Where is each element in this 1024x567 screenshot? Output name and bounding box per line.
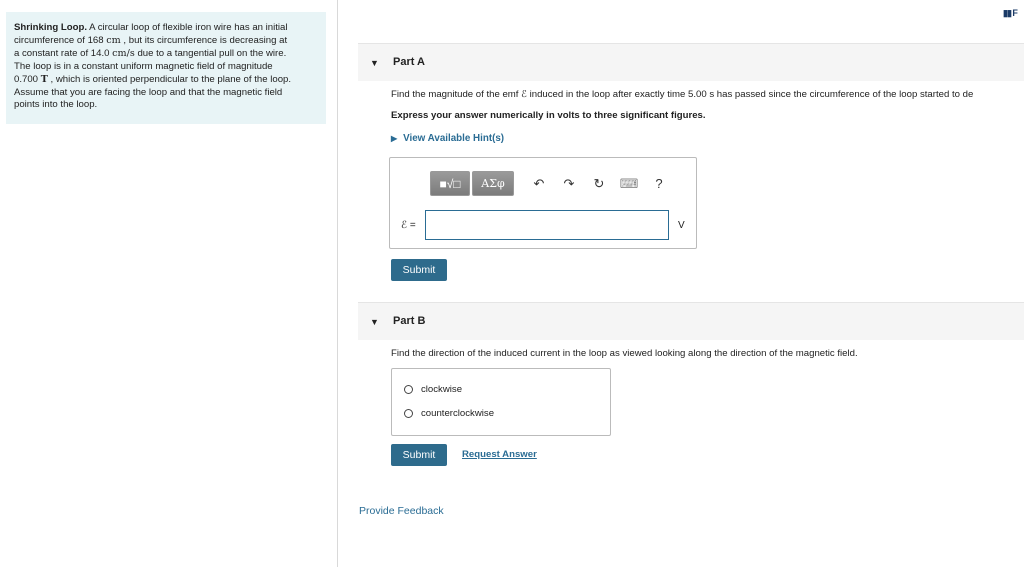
emf-label: ℰ = xyxy=(401,220,416,231)
answer-box xyxy=(389,157,697,249)
problem-text-line: The loop is in a constant uniform magnetic field of magnitude xyxy=(14,60,273,72)
problem-text-line: points into the loop. xyxy=(14,99,98,111)
radio-button[interactable] xyxy=(404,409,413,418)
problem-text-line: a constant rate of 14.0 xyxy=(14,47,113,59)
problem-text-line: due to a tangential pull on the wire. xyxy=(134,47,287,59)
part-b-title: Part B xyxy=(393,315,426,327)
unit-rate: cm/s xyxy=(112,47,135,59)
unit-label: V xyxy=(678,220,685,231)
choice-label: counterclockwise xyxy=(421,408,495,419)
hint-label: View Available Hint(s) xyxy=(403,133,505,144)
top-right-mark[interactable]: ▮▮ F xyxy=(1003,8,1017,18)
unit-tesla: T xyxy=(40,73,48,85)
reset-icon[interactable]: ↻ xyxy=(593,175,605,191)
problem-text-line: 0.700 xyxy=(14,73,41,85)
view-hints-link[interactable] xyxy=(391,133,504,144)
problem-text-line: circumference of 168 xyxy=(14,34,107,46)
caret-right-icon: ▶ xyxy=(391,134,398,143)
undo-icon[interactable]: ↶ xyxy=(533,175,545,191)
choice-counterclockwise[interactable] xyxy=(404,408,494,419)
problem-text-line: A circular loop of flexible iron wire has an initial xyxy=(89,22,288,33)
request-answer-link[interactable]: Request Answer xyxy=(462,449,537,460)
collapse-triangle-icon[interactable]: ▼ xyxy=(370,317,379,327)
problem-statement xyxy=(6,12,326,124)
collapse-triangle-icon[interactable]: ▼ xyxy=(370,58,379,68)
problem-text-line: , but its circumference is decreasing at xyxy=(120,34,288,46)
problem-title: Shrinking Loop. xyxy=(14,22,88,33)
part-b-submit-button[interactable]: Submit xyxy=(391,444,447,466)
provide-feedback-link[interactable]: Provide Feedback xyxy=(359,505,444,517)
choices-box xyxy=(391,368,611,436)
templates-button[interactable]: ■√□ xyxy=(430,171,470,196)
radio-button[interactable] xyxy=(404,385,413,394)
math-toolbar xyxy=(430,170,670,197)
part-a-instruction: Express your answer numerically in volts to three significant figures. xyxy=(391,110,706,121)
greek-symbols-button[interactable]: ΑΣφ xyxy=(472,171,514,196)
part-b-header[interactable] xyxy=(358,302,1024,340)
redo-icon[interactable]: ↷ xyxy=(563,175,575,191)
problem-text-line: , which is oriented perpendicular to the plane of the loop. xyxy=(47,73,292,85)
problem-text-line: Assume that you are facing the loop and that the magnetic field xyxy=(14,86,283,98)
part-b-question: Find the direction of the induced current in the loop as viewed looking along the direction of the magnetic field. xyxy=(391,348,858,359)
part-a-submit-button[interactable]: Submit xyxy=(391,259,447,281)
part-a-question: Find the magnitude of the emf ℰ induced in the loop after exactly time 5.00 s has passed since the circumference of the loop started to de xyxy=(391,89,974,100)
unit-cm: cm xyxy=(106,34,121,46)
choice-clockwise[interactable] xyxy=(404,384,462,395)
part-a-header[interactable] xyxy=(358,43,1024,81)
part-a-title: Part A xyxy=(393,56,425,68)
choice-label: clockwise xyxy=(421,384,463,395)
help-icon[interactable]: ? xyxy=(655,176,663,191)
answer-input[interactable] xyxy=(425,210,669,240)
problem-panel xyxy=(0,0,338,567)
keyboard-icon[interactable]: ⌨ xyxy=(619,175,639,191)
